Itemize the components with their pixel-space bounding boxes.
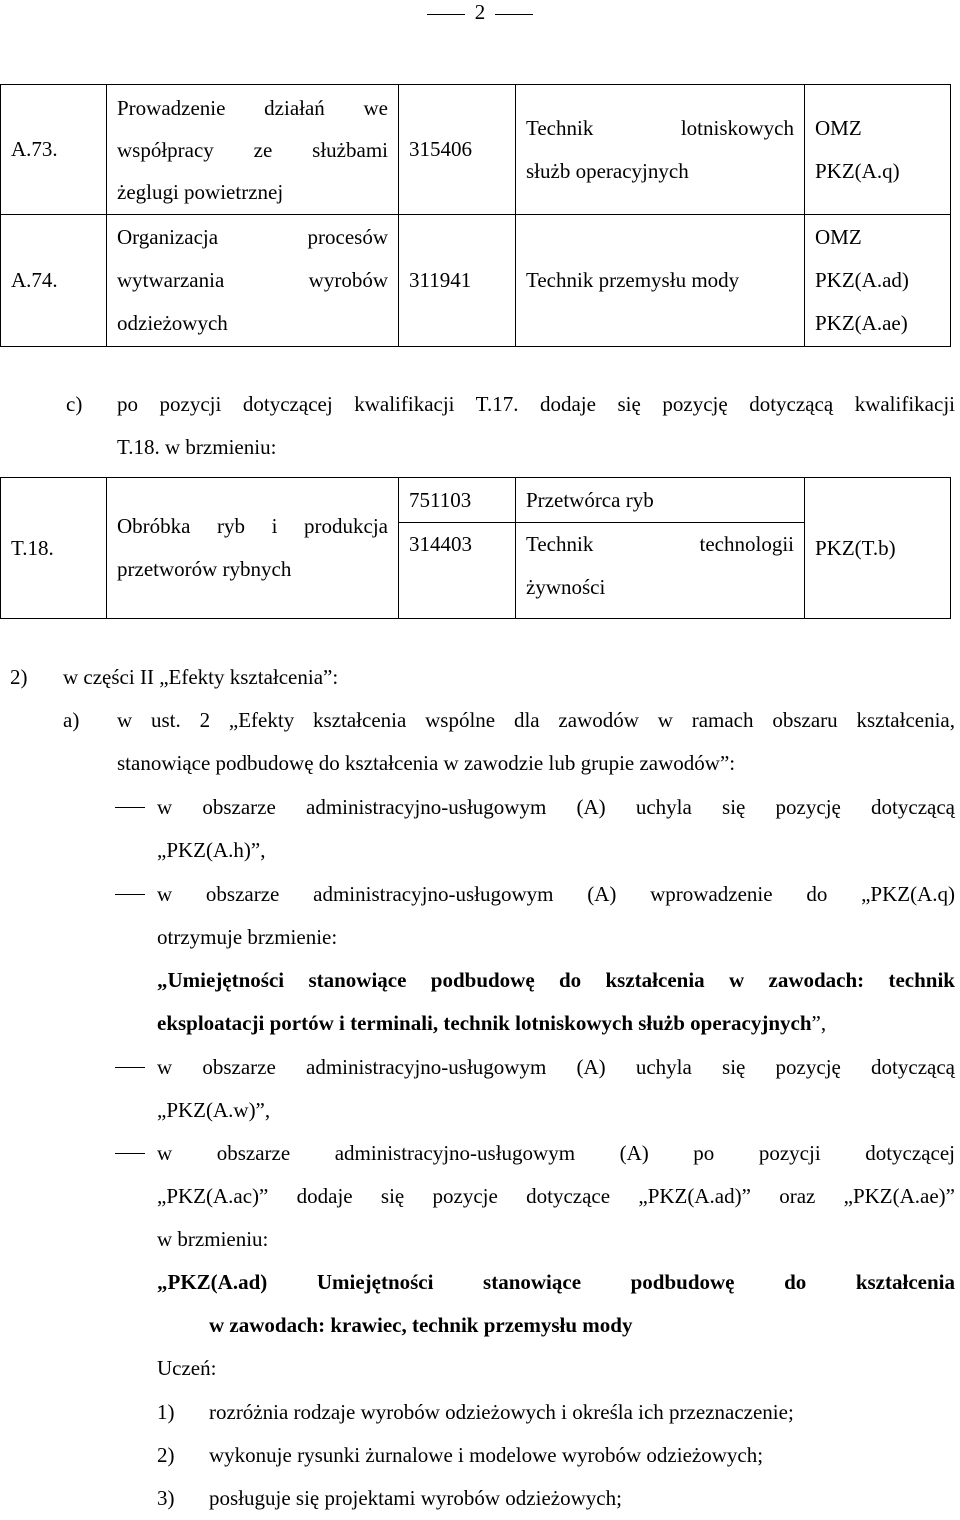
qualification-code: A.73. xyxy=(1,85,107,215)
qualification-name-line: przetworów rybnych xyxy=(117,557,292,581)
quoted-text-tail: ”, xyxy=(811,1011,827,1035)
bullet-line: w obszarze administracyjno-usługowym (A) uchyla się pozycję dotyczącą xyxy=(157,795,955,819)
item-2-text: w części II „Efekty kształcenia”: xyxy=(63,665,339,689)
qualification-name-line: Organizacja procesów xyxy=(117,225,388,249)
qualification-name-line: żeglugi powietrznej xyxy=(117,179,284,204)
page-number-dash-left xyxy=(427,14,465,15)
qualification-name-line: wytwarzania wyrobów xyxy=(117,268,388,292)
bullet-line: otrzymuje brzmienie: xyxy=(157,925,338,949)
quoted-text-bold: eksploatacji portów i terminali, technik lotniskowych służb operacyjnych xyxy=(157,1011,812,1035)
qualification-code: A.74. xyxy=(1,215,107,347)
qualification-name-line: odzieżowych xyxy=(117,311,228,335)
item-marker: 2) xyxy=(10,665,28,689)
profession-name-line: Technik technologii xyxy=(526,532,794,556)
bullet-line: w brzmieniu: xyxy=(157,1227,269,1251)
bullet-line: w obszarze administracyjno-usługowym (A) uchyla się pozycję dotyczącą xyxy=(157,1055,955,1079)
pkz-cell: PKZ(T.b) xyxy=(805,478,951,619)
profession-number: 311941 xyxy=(399,215,516,347)
pkz-cell xyxy=(805,215,951,347)
profession-name: Przetwórca ryb xyxy=(516,478,805,523)
quoted-text-bold: „Umiejętności stanowiące podbudowę do kształcenia w zawodach: technik xyxy=(157,968,955,992)
item-marker: c) xyxy=(66,392,83,416)
table-row xyxy=(1,215,951,347)
table-row xyxy=(1,85,951,215)
qualification-name-line: Prowadzenie działań we xyxy=(117,95,388,120)
bullet-line: „PKZ(A.w)”, xyxy=(157,1098,271,1122)
quoted-text-line xyxy=(157,1002,826,1045)
item-c-line: po pozycji dotyczącej kwalifikacji T.17. dodaje się pozycję dotyczącą kwalifikacji xyxy=(117,392,955,416)
dash-bullet xyxy=(115,894,145,895)
pkz-line: OMZ xyxy=(815,115,862,140)
profession-name: Technik przemysłu mody xyxy=(516,215,805,347)
pkz-heading: „PKZ(A.ad) Umiejętności stanowiące podbudowę do kształcenia xyxy=(157,1270,955,1294)
page-number-dash-right xyxy=(495,14,533,15)
pkz-line: PKZ(A.q) xyxy=(815,158,900,183)
profession-name xyxy=(516,85,805,215)
list-item: wykonuje rysunki żurnalowe i modelowe wyrobów odzieżowych; xyxy=(209,1443,764,1467)
dash-bullet xyxy=(115,1153,145,1154)
qualification-name-line: Obróbka ryb i produkcja xyxy=(117,514,388,538)
pkz-line: OMZ xyxy=(815,225,862,249)
table-row xyxy=(1,478,951,523)
qualifications-table-1 xyxy=(0,84,951,347)
page-number-value: 2 xyxy=(474,0,486,24)
pkz-cell xyxy=(805,85,951,215)
qualification-name-line: współpracy ze służbami xyxy=(117,137,388,162)
pkz-line: PKZ(A.ad) xyxy=(815,268,909,292)
qualification-name xyxy=(107,478,399,619)
bullet-line: w obszarze administracyjno-usługowym (A) wprowadzenie do „PKZ(A.q) xyxy=(157,882,955,906)
pkz-heading: w zawodach: krawiec, technik przemysłu mody xyxy=(209,1313,633,1337)
profession-name-line: służb operacyjnych xyxy=(526,158,689,183)
bullet-line: „PKZ(A.h)”, xyxy=(157,838,266,862)
profession-number: 314403 xyxy=(399,523,516,619)
qualification-name xyxy=(107,215,399,347)
list-number: 1) xyxy=(157,1400,175,1424)
item-a-line: stanowiące podbudowę do kształcenia w zawodzie lub grupie zawodów”: xyxy=(117,751,736,775)
profession-name-line: Technik lotniskowych xyxy=(526,115,794,140)
student-label: Uczeń: xyxy=(157,1356,217,1380)
profession-number: 751103 xyxy=(399,478,516,523)
list-item: rozróżnia rodzaje wyrobów odzieżowych i określa ich przeznaczenie; xyxy=(209,1400,794,1424)
bullet-line: „PKZ(A.ac)” dodaje się pozycje dotyczące „PKZ(A.ad)” oraz „PKZ(A.ae)” xyxy=(157,1184,955,1208)
item-c-line: T.18. w brzmieniu: xyxy=(117,435,277,459)
item-marker: a) xyxy=(63,708,80,732)
qualification-code: T.18. xyxy=(1,478,107,619)
list-number: 3) xyxy=(157,1486,175,1510)
list-item: posługuje się projektami wyrobów odzieżowych; xyxy=(209,1486,622,1510)
profession-name-line: żywności xyxy=(526,575,606,599)
page-number xyxy=(0,0,960,24)
bullet-line: w obszarze administracyjno-usługowym (A) po pozycji dotyczącej xyxy=(157,1141,955,1165)
qualification-name xyxy=(107,85,399,215)
item-a-line: w ust. 2 „Efekty kształcenia wspólne dla zawodów w ramach obszaru kształcenia, xyxy=(117,708,955,732)
dash-bullet xyxy=(115,807,145,808)
qualifications-table-2 xyxy=(0,477,951,619)
profession-number: 315406 xyxy=(399,85,516,215)
dash-bullet xyxy=(115,1067,145,1068)
list-number: 2) xyxy=(157,1443,175,1467)
pkz-line: PKZ(A.ae) xyxy=(815,311,908,335)
profession-name xyxy=(516,523,805,619)
